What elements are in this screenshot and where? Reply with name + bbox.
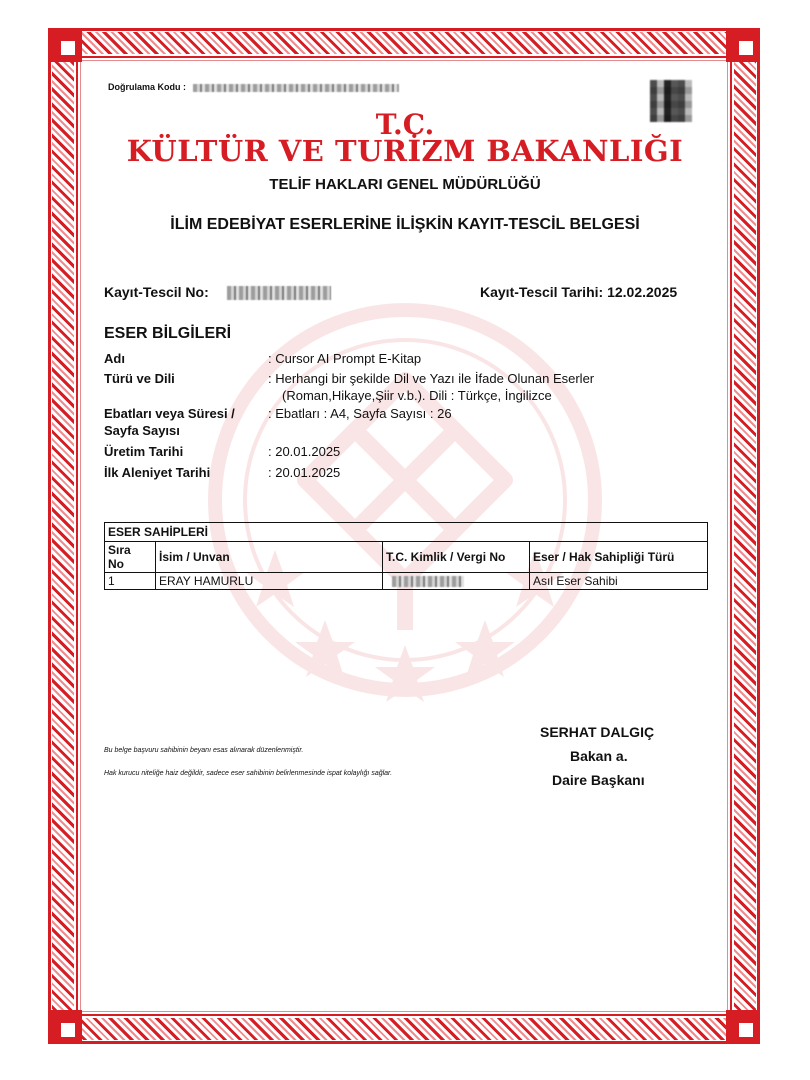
field-value-size: : Ebatları : A4, Sayfa Sayısı : 26 bbox=[268, 406, 452, 421]
verification-code bbox=[108, 82, 399, 92]
document-title: İLİM EDEBİYAT ESERLERİNE İLİŞKİN KAYIT-TESCİL BELGESİ bbox=[170, 216, 640, 233]
registration-number-label: Kayıt-Tescil No: bbox=[104, 284, 209, 300]
col-header-id: T.C. Kimlik / Vergi No bbox=[383, 542, 530, 573]
field-value-production-date: : 20.01.2025 bbox=[268, 444, 341, 459]
col-header-type: Eser / Hak Sahipliği Türü bbox=[530, 542, 708, 573]
col-header-sira-line1: Sıra bbox=[108, 543, 131, 557]
corner-ornament-bottom-right bbox=[726, 1010, 760, 1044]
directorate-title: TELİF HAKLARI GENEL MÜDÜRLÜĞÜ bbox=[269, 176, 541, 193]
field-label-size-line2: Sayfa Sayısı bbox=[104, 423, 180, 438]
footer-note-2: Hak kurucu niteliğe haiz değildir, sadece eser sahibinin belirlenmesinde ispat kolaylığı sağlar. bbox=[104, 770, 393, 777]
owners-heading: ESER SAHİPLERİ bbox=[105, 523, 708, 542]
table-row bbox=[105, 573, 708, 590]
field-label-production-date: Üretim Tarihi bbox=[104, 444, 184, 459]
corner-ornament-top-left bbox=[48, 28, 82, 62]
tc-heading: T.C. bbox=[375, 108, 435, 141]
registration-number bbox=[104, 284, 331, 300]
work-info-heading: ESER BİLGİLERİ bbox=[104, 325, 232, 342]
footer-note-1: Bu belge başvuru sahibinin beyanı esas alınarak düzenlenmiştir. bbox=[104, 747, 304, 754]
signatory-name: SERHAT DALGIÇ bbox=[540, 724, 655, 740]
cell-id bbox=[383, 573, 530, 590]
field-label-type: Türü ve Dili bbox=[104, 371, 175, 386]
col-header-sira bbox=[105, 542, 156, 573]
field-value-name: : Cursor AI Prompt E-Kitap bbox=[268, 351, 422, 366]
field-label-size: Ebatları veya Süresi / bbox=[104, 406, 235, 421]
verification-code-label: Doğrulama Kodu : bbox=[108, 82, 186, 92]
corner-ornament-top-right bbox=[726, 28, 760, 62]
col-header-sira-line2: No bbox=[108, 557, 124, 571]
signatory-role-1: Bakan a. bbox=[570, 748, 628, 764]
cell-id-redacted bbox=[392, 576, 464, 587]
cell-name: ERAY HAMURLU bbox=[156, 573, 383, 590]
col-header-name: İsim / Unvan bbox=[156, 542, 383, 573]
cell-type: Asıl Eser Sahibi bbox=[530, 573, 708, 590]
field-value-type-line2: (Roman,Hikaye,Şiir v.b.). Dili : Türkçe, İngilizce bbox=[282, 388, 552, 403]
field-value-type: : Herhangi bir şekilde Dil ve Yazı ile İfade Olunan Eserler bbox=[268, 371, 595, 386]
registration-number-redacted bbox=[227, 286, 331, 300]
corner-ornament-bottom-left bbox=[48, 1010, 82, 1044]
cell-sira: 1 bbox=[105, 573, 156, 590]
owners-table bbox=[104, 522, 708, 590]
ministry-title: KÜLTÜR VE TURİZM BAKANLIĞI bbox=[126, 134, 684, 168]
signatory-role-2: Daire Başkanı bbox=[552, 772, 645, 788]
verification-code-redacted bbox=[193, 84, 399, 92]
field-value-publication-date: : 20.01.2025 bbox=[268, 465, 341, 480]
field-label-publication-date: İlk Aleniyet Tarihi bbox=[104, 465, 211, 480]
table-header-row bbox=[105, 542, 708, 573]
field-label-name: Adı bbox=[104, 351, 125, 366]
registration-date: Kayıt-Tescil Tarihi: 12.02.2025 bbox=[480, 284, 678, 300]
